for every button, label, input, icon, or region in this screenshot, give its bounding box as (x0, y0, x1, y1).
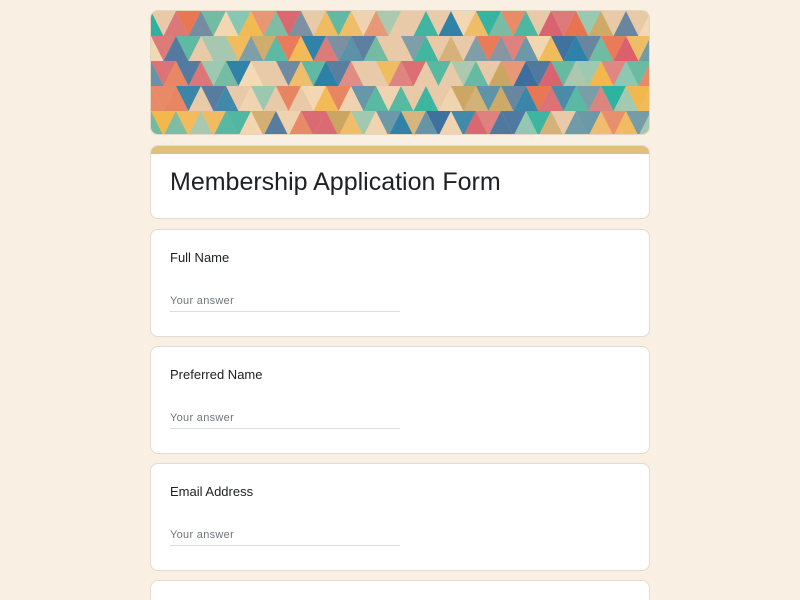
question-card-preferred-name (150, 346, 650, 454)
question-card-next (150, 580, 650, 600)
question-label-email: Email Address (170, 484, 254, 499)
full-name-input[interactable] (170, 290, 400, 312)
preferred-name-input[interactable] (170, 407, 400, 429)
email-address-input[interactable] (170, 524, 400, 546)
title-accent-bar (151, 146, 649, 154)
header-banner-image (150, 10, 650, 135)
question-card-email (150, 463, 650, 571)
question-card-full-name (150, 229, 650, 337)
form-title: Membership Application Form (170, 168, 501, 196)
question-label-full-name: Full Name (170, 250, 230, 265)
question-label-preferred-name: Preferred Name (170, 367, 263, 382)
form-title-card (150, 145, 650, 219)
banner-mosaic-graphic (151, 11, 650, 135)
